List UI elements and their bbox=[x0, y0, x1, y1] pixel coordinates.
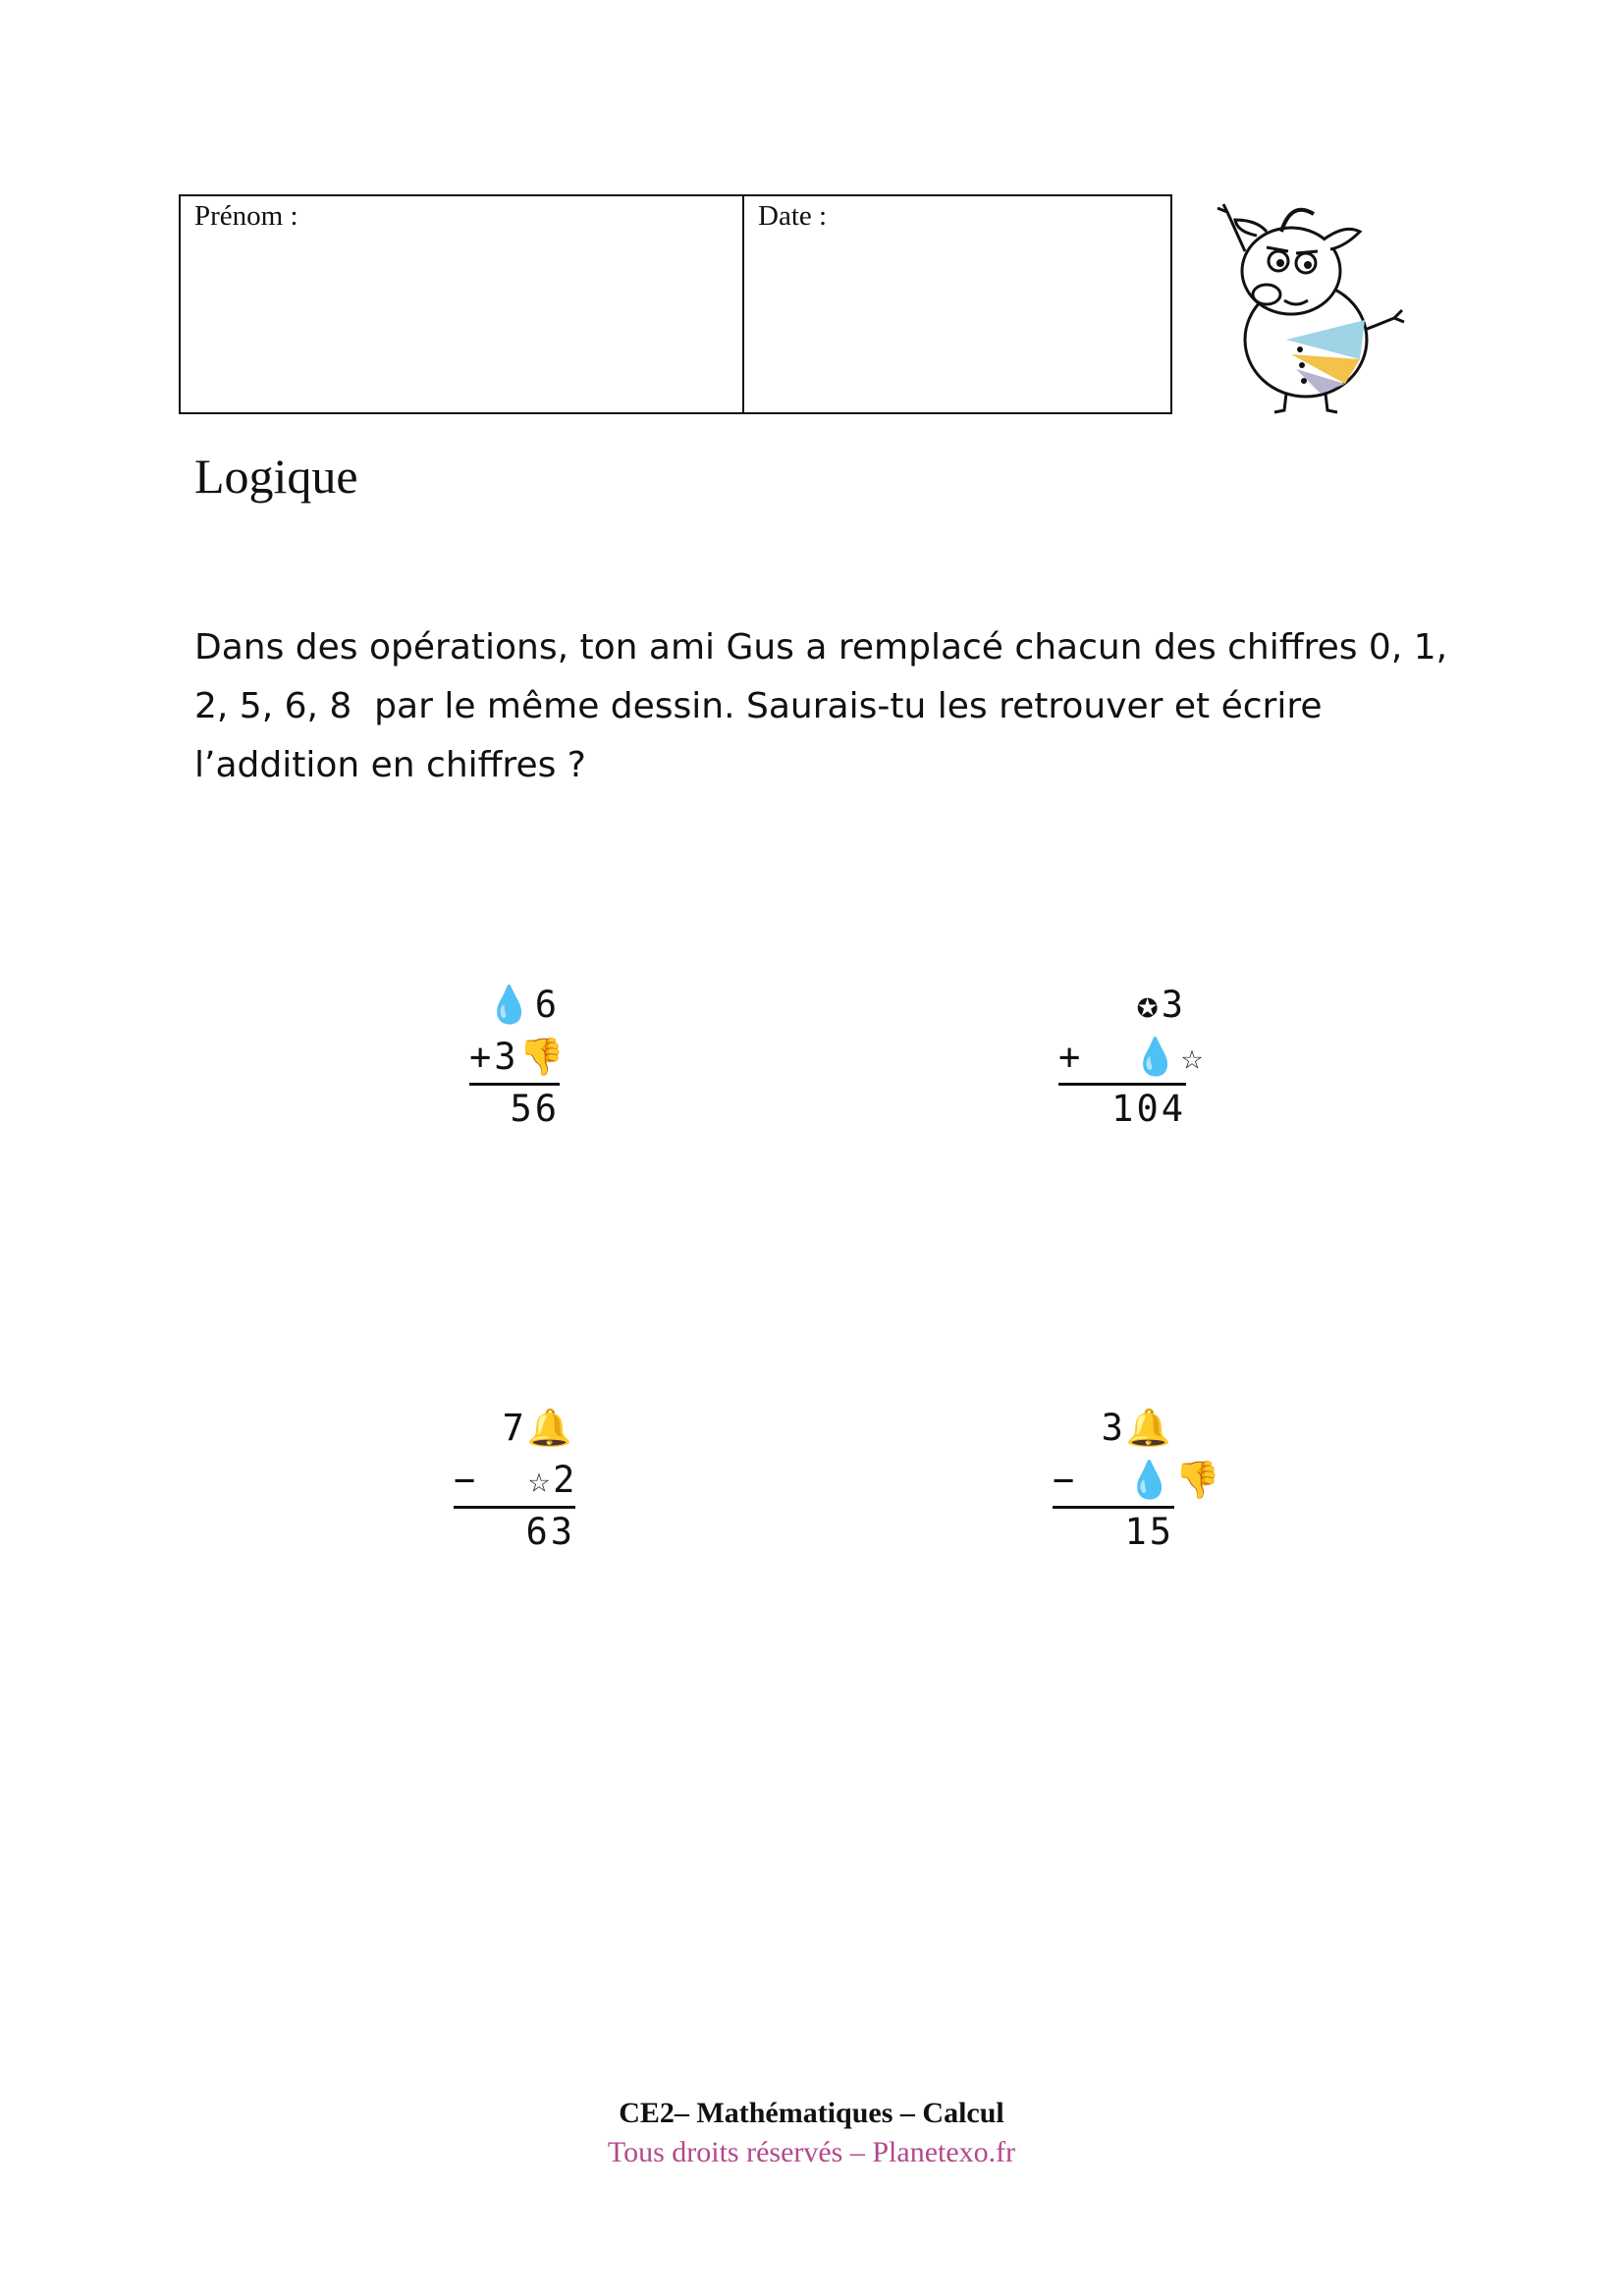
operation-addition-2 bbox=[1058, 979, 1207, 1131]
operation-top-operand: ✪3 bbox=[1136, 984, 1186, 1026]
date-field[interactable] bbox=[744, 196, 1170, 412]
name-field[interactable] bbox=[181, 196, 744, 412]
instructions-text bbox=[194, 618, 1471, 795]
operation-second-operand: +3👎 bbox=[469, 1036, 568, 1078]
operation-second-operand: − ☆2 bbox=[454, 1459, 578, 1501]
operation-result: 63 bbox=[454, 1506, 575, 1554]
operation-result: 15 bbox=[1053, 1506, 1174, 1554]
date-label: Date : bbox=[758, 200, 828, 232]
footer-title: CE2– Mathématiques – Calcul bbox=[619, 2097, 1004, 2129]
operation-result: 104 bbox=[1058, 1083, 1186, 1131]
sheep-mascot-icon bbox=[1198, 192, 1414, 418]
operation-top-operand: 💧6 bbox=[486, 984, 560, 1026]
name-label: Prénom : bbox=[194, 200, 298, 232]
instructions-line: Dans des opérations, ton ami Gus a remplacé chacun des chiffres 0, 1, bbox=[194, 627, 1448, 667]
footer-copyright: Tous droits réservés – Planetexo.fr bbox=[607, 2136, 1016, 2168]
operation-top-operand: 3🔔 bbox=[1101, 1407, 1174, 1449]
operation-subtraction-1 bbox=[454, 1402, 578, 1554]
operation-top-operand: 7🔔 bbox=[502, 1407, 575, 1449]
operation-result: 56 bbox=[469, 1083, 560, 1131]
operation-second-operand: − 💧👎 bbox=[1053, 1459, 1223, 1501]
operation-addition-1 bbox=[469, 979, 568, 1131]
instructions-line: l’addition en chiffres ? bbox=[194, 745, 586, 785]
instructions-line: 2, 5, 6, 8 par le même dessin. Saurais-tu les retrouver et écrire bbox=[194, 686, 1323, 726]
operation-subtraction-2 bbox=[1053, 1402, 1223, 1554]
operation-second-operand: + 💧☆ bbox=[1058, 1036, 1207, 1078]
student-info-table bbox=[179, 194, 1172, 414]
page-title: Logique bbox=[194, 449, 358, 504]
